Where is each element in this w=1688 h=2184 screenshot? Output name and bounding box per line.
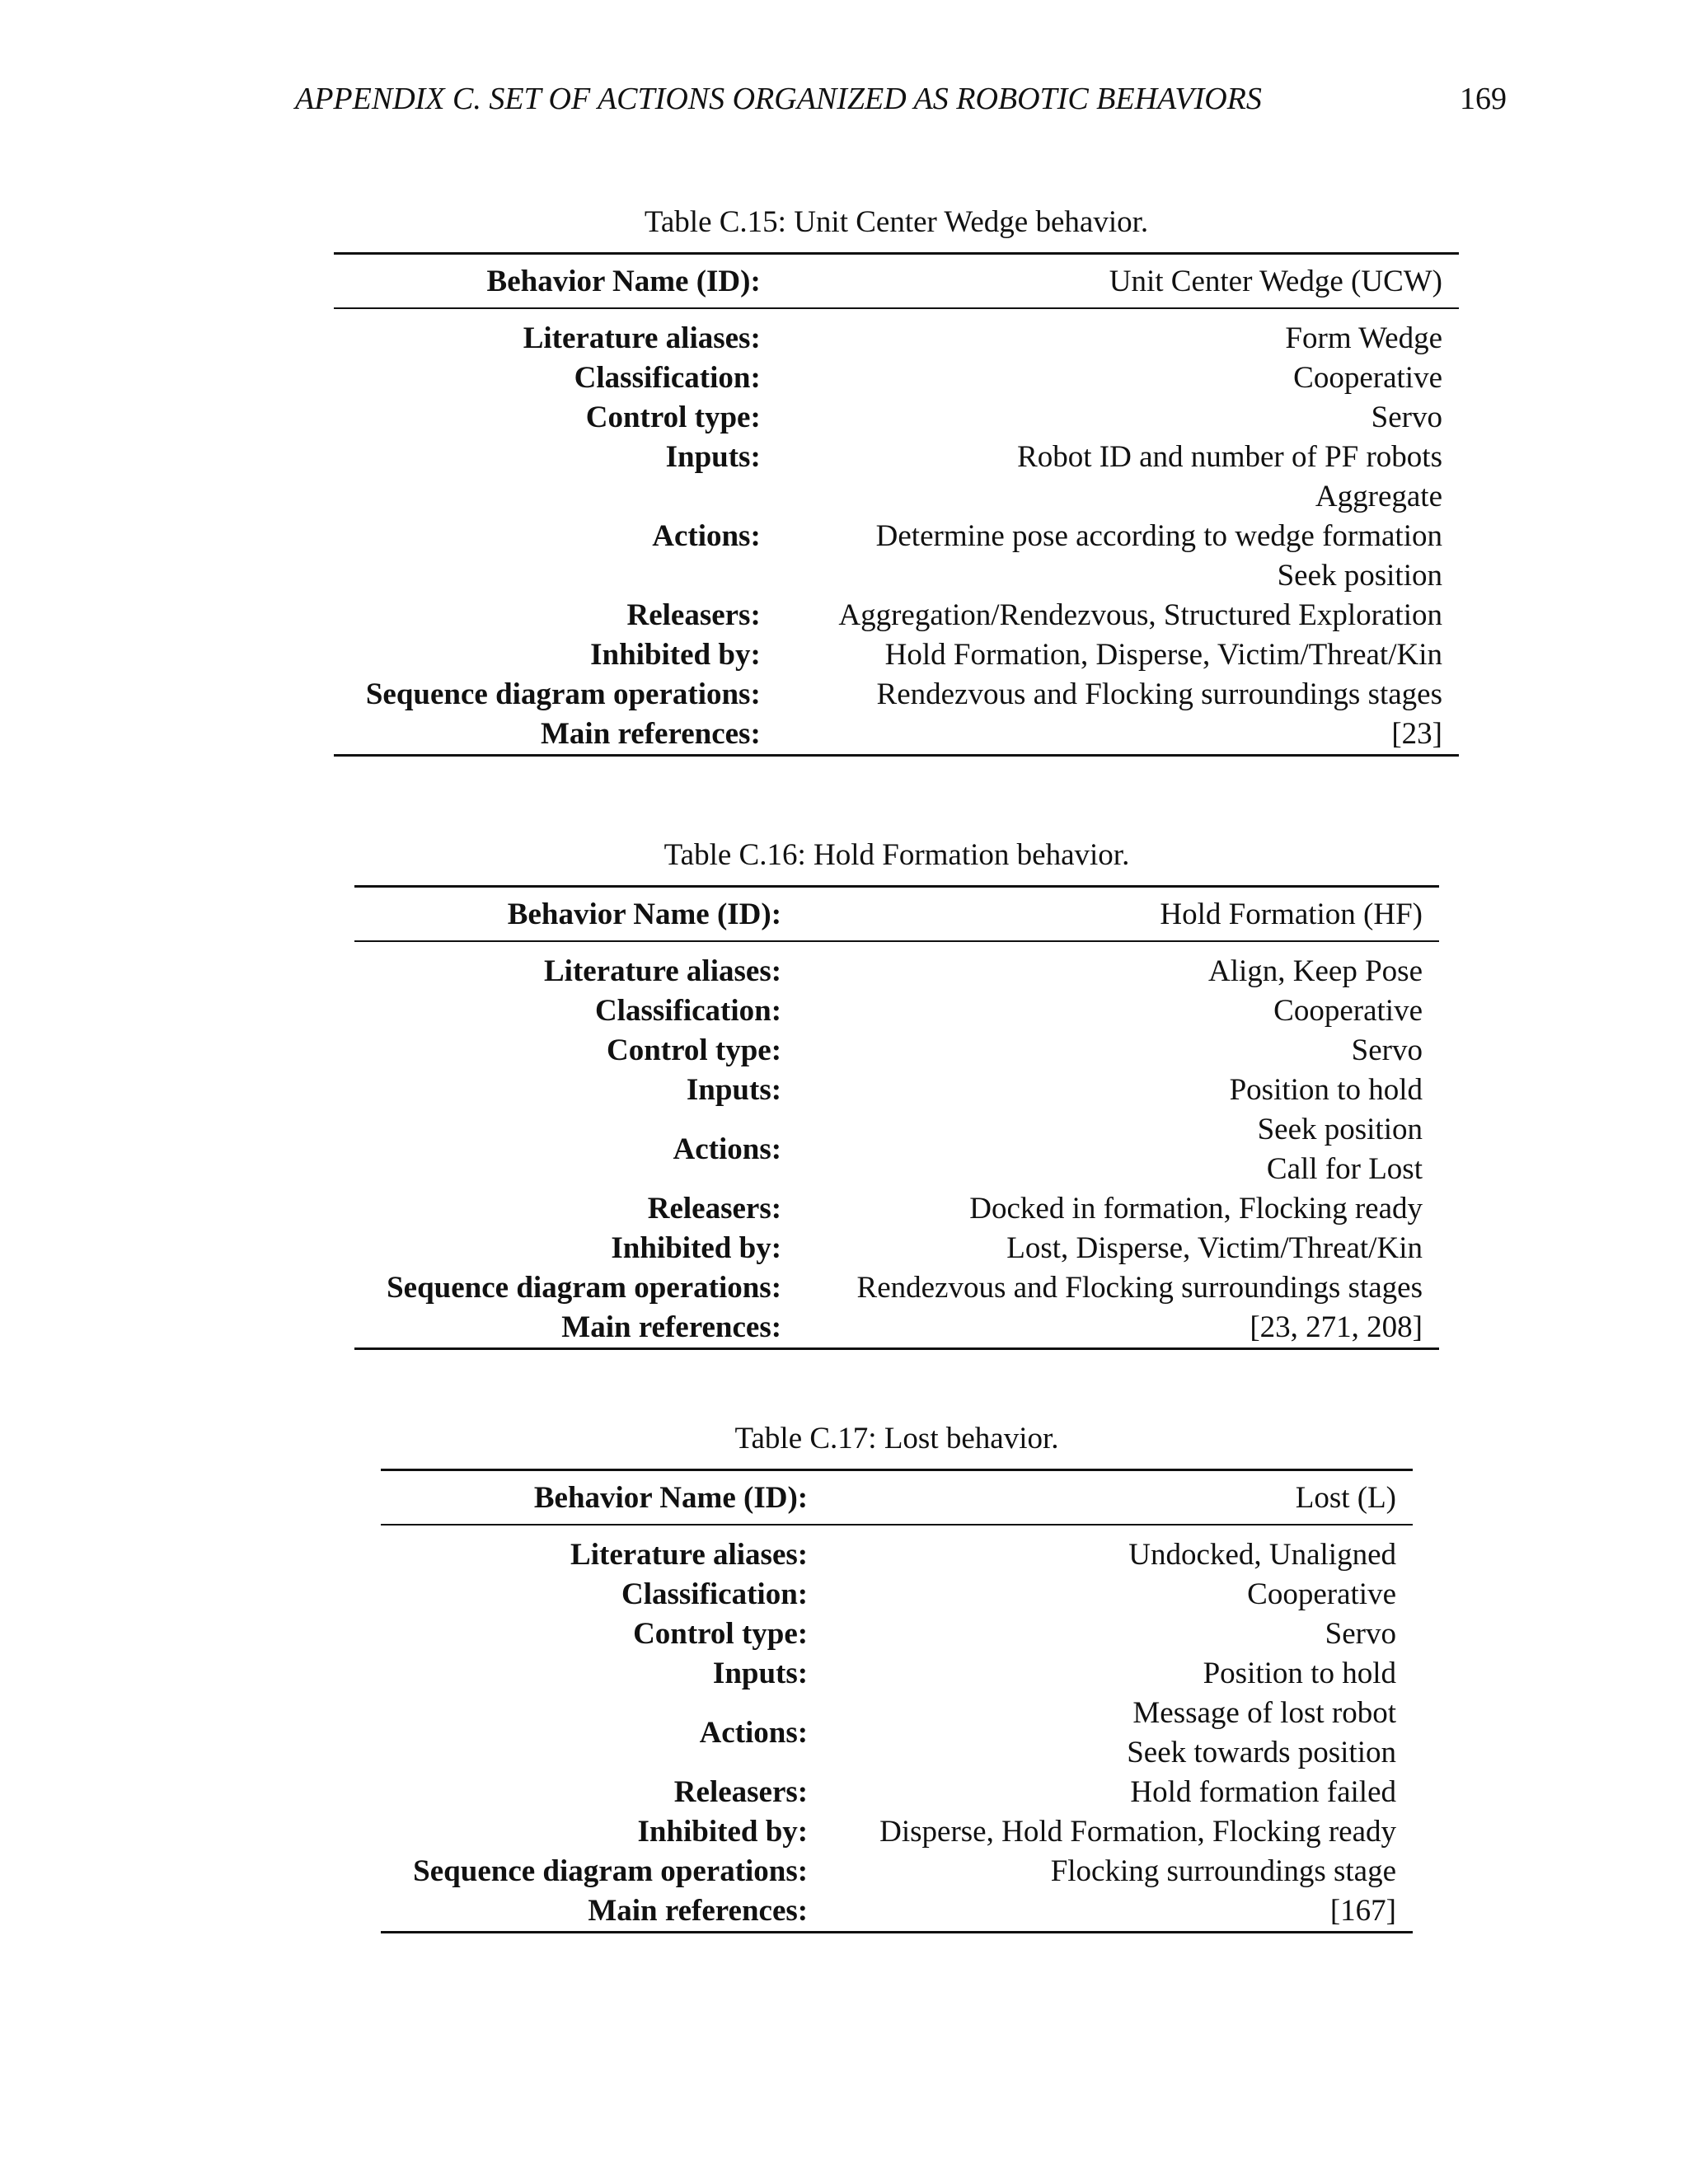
row-value-cell bbox=[792, 675, 1459, 715]
row-value-cell bbox=[813, 1229, 1439, 1268]
table-caption: Table C.17: Lost behavior. bbox=[734, 1422, 1059, 1455]
row-key: Control type: bbox=[607, 1033, 782, 1067]
row-value: Align, Keep Pose bbox=[1208, 954, 1423, 988]
row-key: Main references: bbox=[334, 715, 792, 756]
header-key: Behavior Name (ID): bbox=[381, 1470, 839, 1526]
table-row bbox=[354, 991, 1439, 1031]
row-value: Servo bbox=[1325, 1617, 1396, 1651]
row-value: Hold Formation, Disperse, Victim/Threat/Kin bbox=[884, 638, 1442, 672]
table-row bbox=[334, 596, 1459, 635]
row-value: Docked in formation, Flocking ready bbox=[969, 1192, 1423, 1226]
row-value: Determine pose according to wedge formation bbox=[875, 519, 1442, 553]
row-value-cell bbox=[839, 1575, 1413, 1615]
row-key: Actions: bbox=[699, 1716, 809, 1750]
table-row bbox=[381, 1575, 1413, 1615]
row-key: Inhibited by: bbox=[637, 1815, 809, 1849]
table-row bbox=[354, 1071, 1439, 1110]
header-value: Unit Center Wedge (UCW) bbox=[792, 254, 1459, 309]
row-value: Hold formation failed bbox=[1130, 1775, 1396, 1809]
row-key: Inputs: bbox=[712, 1657, 809, 1690]
row-value-cell bbox=[792, 438, 1459, 477]
row-value: [23] bbox=[1391, 717, 1442, 751]
row-value-cell bbox=[839, 1852, 1413, 1891]
row-value: Cooperative bbox=[1247, 1577, 1396, 1611]
table-row bbox=[381, 1694, 1413, 1773]
table-row bbox=[354, 1110, 1439, 1189]
header-value: Hold Formation (HF) bbox=[813, 887, 1439, 942]
row-value: Rendezvous and Flocking surroundings stages bbox=[856, 1271, 1423, 1305]
row-key: Releasers: bbox=[673, 1775, 809, 1809]
row-value: Form Wedge bbox=[1285, 321, 1442, 355]
row-value-cell bbox=[792, 715, 1459, 756]
row-key: Literature aliases: bbox=[570, 1538, 809, 1572]
table-row bbox=[334, 438, 1459, 477]
row-value: Robot ID and number of PF robots bbox=[1017, 440, 1442, 474]
row-value: Cooperative bbox=[1293, 361, 1442, 395]
row-value-cell bbox=[813, 991, 1439, 1031]
row-value: Seek position bbox=[1277, 559, 1442, 593]
table-row bbox=[354, 1031, 1439, 1071]
behavior-table bbox=[334, 252, 1459, 757]
row-key: Inputs: bbox=[665, 440, 761, 474]
row-value-cell bbox=[813, 952, 1439, 991]
table-c17 bbox=[381, 1419, 1413, 1933]
row-value: [23, 271, 208] bbox=[1250, 1310, 1423, 1344]
table-header-row bbox=[354, 887, 1439, 942]
row-value: Call for Lost bbox=[1266, 1152, 1423, 1186]
running-head bbox=[295, 81, 1507, 122]
row-value-cell bbox=[813, 1268, 1439, 1308]
header-key: Behavior Name (ID): bbox=[354, 887, 813, 942]
row-key: Sequence diagram operations: bbox=[387, 1271, 782, 1305]
row-value-cell bbox=[839, 1654, 1413, 1694]
table-row bbox=[334, 635, 1459, 675]
row-value: Servo bbox=[1351, 1033, 1423, 1067]
row-key: Inhibited by: bbox=[611, 1231, 782, 1265]
row-value-cell bbox=[792, 477, 1459, 596]
row-key: Control type: bbox=[585, 401, 761, 434]
row-value: Seek position bbox=[1257, 1113, 1423, 1146]
row-value: Flocking surroundings stage bbox=[1050, 1854, 1396, 1888]
table-row bbox=[381, 1615, 1413, 1654]
row-key: Control type: bbox=[633, 1617, 809, 1651]
table-row bbox=[381, 1773, 1413, 1812]
row-key: Classification: bbox=[574, 361, 761, 395]
row-value: Message of lost robot bbox=[1132, 1696, 1396, 1730]
row-value-cell bbox=[839, 1694, 1413, 1773]
row-value-cell bbox=[813, 1110, 1439, 1189]
table-row bbox=[381, 1535, 1413, 1575]
table-row bbox=[381, 1654, 1413, 1694]
table-row bbox=[334, 359, 1459, 398]
row-value-cell bbox=[813, 1031, 1439, 1071]
row-key: Literature aliases: bbox=[543, 954, 782, 988]
table-caption: Table C.16: Hold Formation behavior. bbox=[663, 838, 1130, 872]
row-value: Aggregation/Rendezvous, Structured Exploration bbox=[838, 598, 1442, 632]
row-value-cell bbox=[839, 1615, 1413, 1654]
table-header-row bbox=[334, 254, 1459, 309]
row-value-cell bbox=[813, 1308, 1439, 1349]
row-value-cell bbox=[792, 596, 1459, 635]
row-key: Sequence diagram operations: bbox=[413, 1854, 809, 1888]
row-key: Actions: bbox=[652, 519, 761, 553]
table-row bbox=[381, 1852, 1413, 1891]
behavior-table bbox=[381, 1469, 1413, 1933]
row-key: Actions: bbox=[673, 1132, 782, 1166]
table-row bbox=[354, 952, 1439, 991]
row-value-cell bbox=[792, 635, 1459, 675]
row-key: Classification: bbox=[594, 994, 782, 1028]
table-row bbox=[354, 1189, 1439, 1229]
table-row bbox=[334, 398, 1459, 438]
row-value: Disperse, Hold Formation, Flocking ready bbox=[879, 1815, 1396, 1849]
row-value: Aggregate bbox=[1315, 480, 1442, 513]
row-value-cell bbox=[839, 1535, 1413, 1575]
table-row bbox=[334, 477, 1459, 596]
row-value-cell bbox=[839, 1812, 1413, 1852]
row-key: Main references: bbox=[354, 1308, 813, 1349]
table-row bbox=[354, 1268, 1439, 1308]
row-value-cell bbox=[792, 398, 1459, 438]
row-key: Classification: bbox=[621, 1577, 809, 1611]
table-caption: Table C.15: Unit Center Wedge behavior. bbox=[644, 205, 1149, 239]
row-key: Sequence diagram operations: bbox=[365, 677, 761, 711]
row-value: Servo bbox=[1371, 401, 1442, 434]
header-key: Behavior Name (ID): bbox=[334, 254, 792, 309]
table-c15 bbox=[334, 203, 1459, 757]
row-value: Cooperative bbox=[1273, 994, 1423, 1028]
table-row bbox=[334, 675, 1459, 715]
table-row bbox=[334, 715, 1459, 756]
row-value-cell bbox=[792, 359, 1459, 398]
header-value: Lost (L) bbox=[839, 1470, 1413, 1526]
row-value: Seek towards position bbox=[1127, 1736, 1396, 1769]
table-c16 bbox=[354, 836, 1439, 1350]
row-key: Main references: bbox=[381, 1891, 839, 1933]
row-value-cell bbox=[813, 1071, 1439, 1110]
row-value-cell bbox=[792, 319, 1459, 359]
row-value: Lost, Disperse, Victim/Threat/Kin bbox=[1006, 1231, 1423, 1265]
row-key: Literature aliases: bbox=[523, 321, 761, 355]
table-row bbox=[381, 1812, 1413, 1852]
row-value: Rendezvous and Flocking surroundings stages bbox=[876, 677, 1442, 711]
table-header-row bbox=[381, 1470, 1413, 1526]
row-key: Releasers: bbox=[647, 1192, 782, 1226]
chapter-title: APPENDIX C. SET OF ACTIONS ORGANIZED AS ROBOTIC BEHAVIORS bbox=[295, 82, 1262, 116]
table-row bbox=[354, 1229, 1439, 1268]
row-value: [167] bbox=[1329, 1894, 1396, 1928]
row-value-cell bbox=[839, 1891, 1413, 1933]
behavior-table bbox=[354, 885, 1439, 1350]
table-row bbox=[354, 1308, 1439, 1349]
row-key: Inputs: bbox=[686, 1073, 782, 1107]
row-value: Position to hold bbox=[1203, 1657, 1396, 1690]
page-number: 169 bbox=[1460, 82, 1507, 116]
table-row bbox=[381, 1891, 1413, 1933]
row-value-cell bbox=[839, 1773, 1413, 1812]
table-row bbox=[334, 319, 1459, 359]
row-value: Undocked, Unaligned bbox=[1128, 1538, 1396, 1572]
row-key: Releasers: bbox=[626, 598, 761, 632]
row-value-cell bbox=[813, 1189, 1439, 1229]
row-key: Inhibited by: bbox=[590, 638, 761, 672]
row-value: Position to hold bbox=[1229, 1073, 1423, 1107]
